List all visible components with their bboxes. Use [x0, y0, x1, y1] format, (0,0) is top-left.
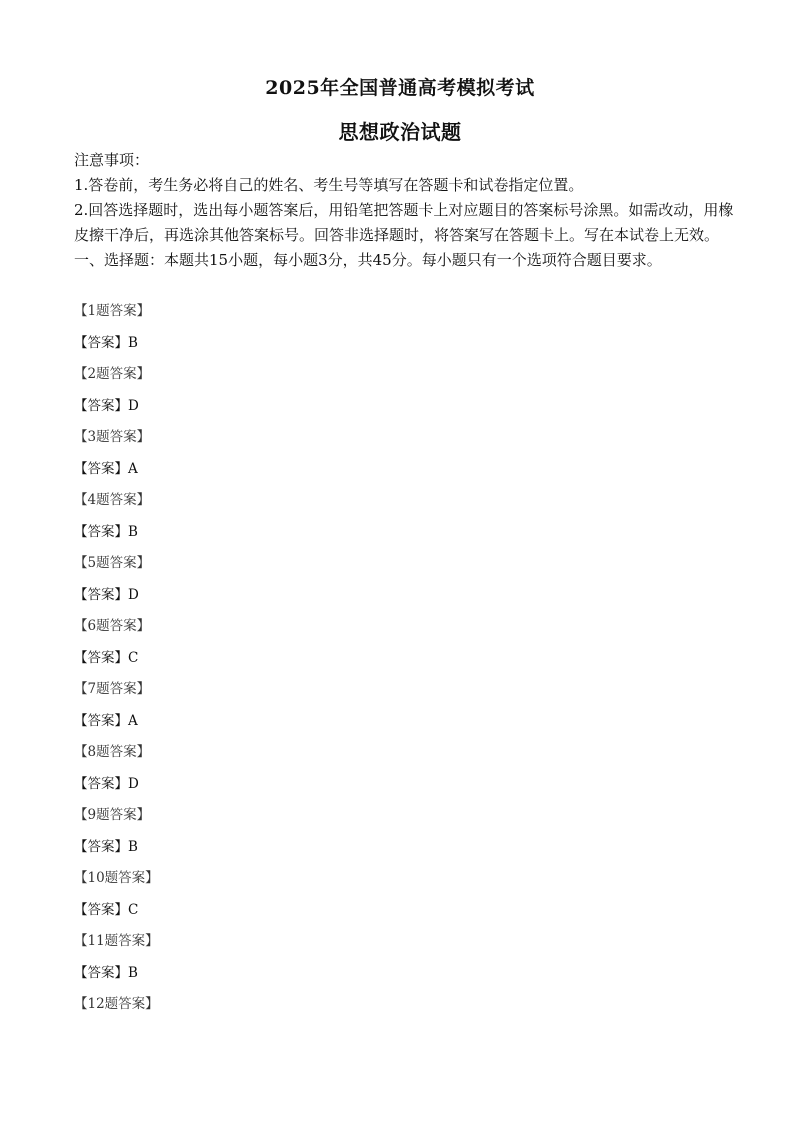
answer-list	[74, 300, 374, 1025]
exam-title: 2025年全国普通高考模拟考试	[265, 77, 535, 99]
answer-line: 【答案】A	[74, 460, 138, 477]
question-heading: 【1题答案】	[74, 303, 151, 319]
answer-line: 【答案】D	[74, 397, 139, 414]
question-heading: 【7题答案】	[74, 681, 151, 697]
answer-line: 【答案】B	[74, 523, 138, 540]
instruction-item-1: 1.答卷前，考生务必将自己的姓名、考生号等填写在答题卡和试卷指定位置。	[74, 176, 584, 194]
question-heading: 【6题答案】	[74, 618, 151, 634]
instructions-heading: 注意事项：	[74, 151, 150, 169]
answer-line: 【答案】B	[74, 334, 138, 351]
question-heading: 【9题答案】	[74, 807, 151, 823]
instruction-item-2: 2.回答选择题时，选出每小题答案后，用铅笔把答题卡上对应题目的答案标号涂黑。如需改动，用橡皮擦干净后，再选涂其他答案标号。回答非选择题时，将答案写在答题卡上。写在本试卷上无效。	[74, 201, 734, 244]
answer-line: 【答案】C	[74, 901, 139, 918]
question-heading: 【10题答案】	[74, 870, 159, 886]
question-heading: 【5题答案】	[74, 555, 151, 571]
question-heading: 【2题答案】	[74, 366, 151, 382]
answer-line: 【答案】B	[74, 838, 138, 855]
exam-subject-title: 思想政治试题	[338, 120, 462, 144]
answer-line: 【答案】A	[74, 712, 138, 729]
question-heading: 【12题答案】	[74, 996, 159, 1012]
question-heading: 【4题答案】	[74, 492, 151, 508]
question-heading: 【11题答案】	[74, 933, 159, 949]
answer-line: 【答案】D	[74, 775, 139, 792]
question-heading: 【3题答案】	[74, 429, 151, 445]
question-heading: 【8题答案】	[74, 744, 151, 760]
answer-line: 【答案】B	[74, 964, 138, 981]
answer-line: 【答案】C	[74, 649, 139, 666]
section-heading: 一、选择题：本题共15小题，每小题3分，共45分。每小题只有一个选项符合题目要求。	[74, 251, 662, 269]
answer-line: 【答案】D	[74, 586, 139, 603]
instructions-block	[74, 148, 734, 273]
